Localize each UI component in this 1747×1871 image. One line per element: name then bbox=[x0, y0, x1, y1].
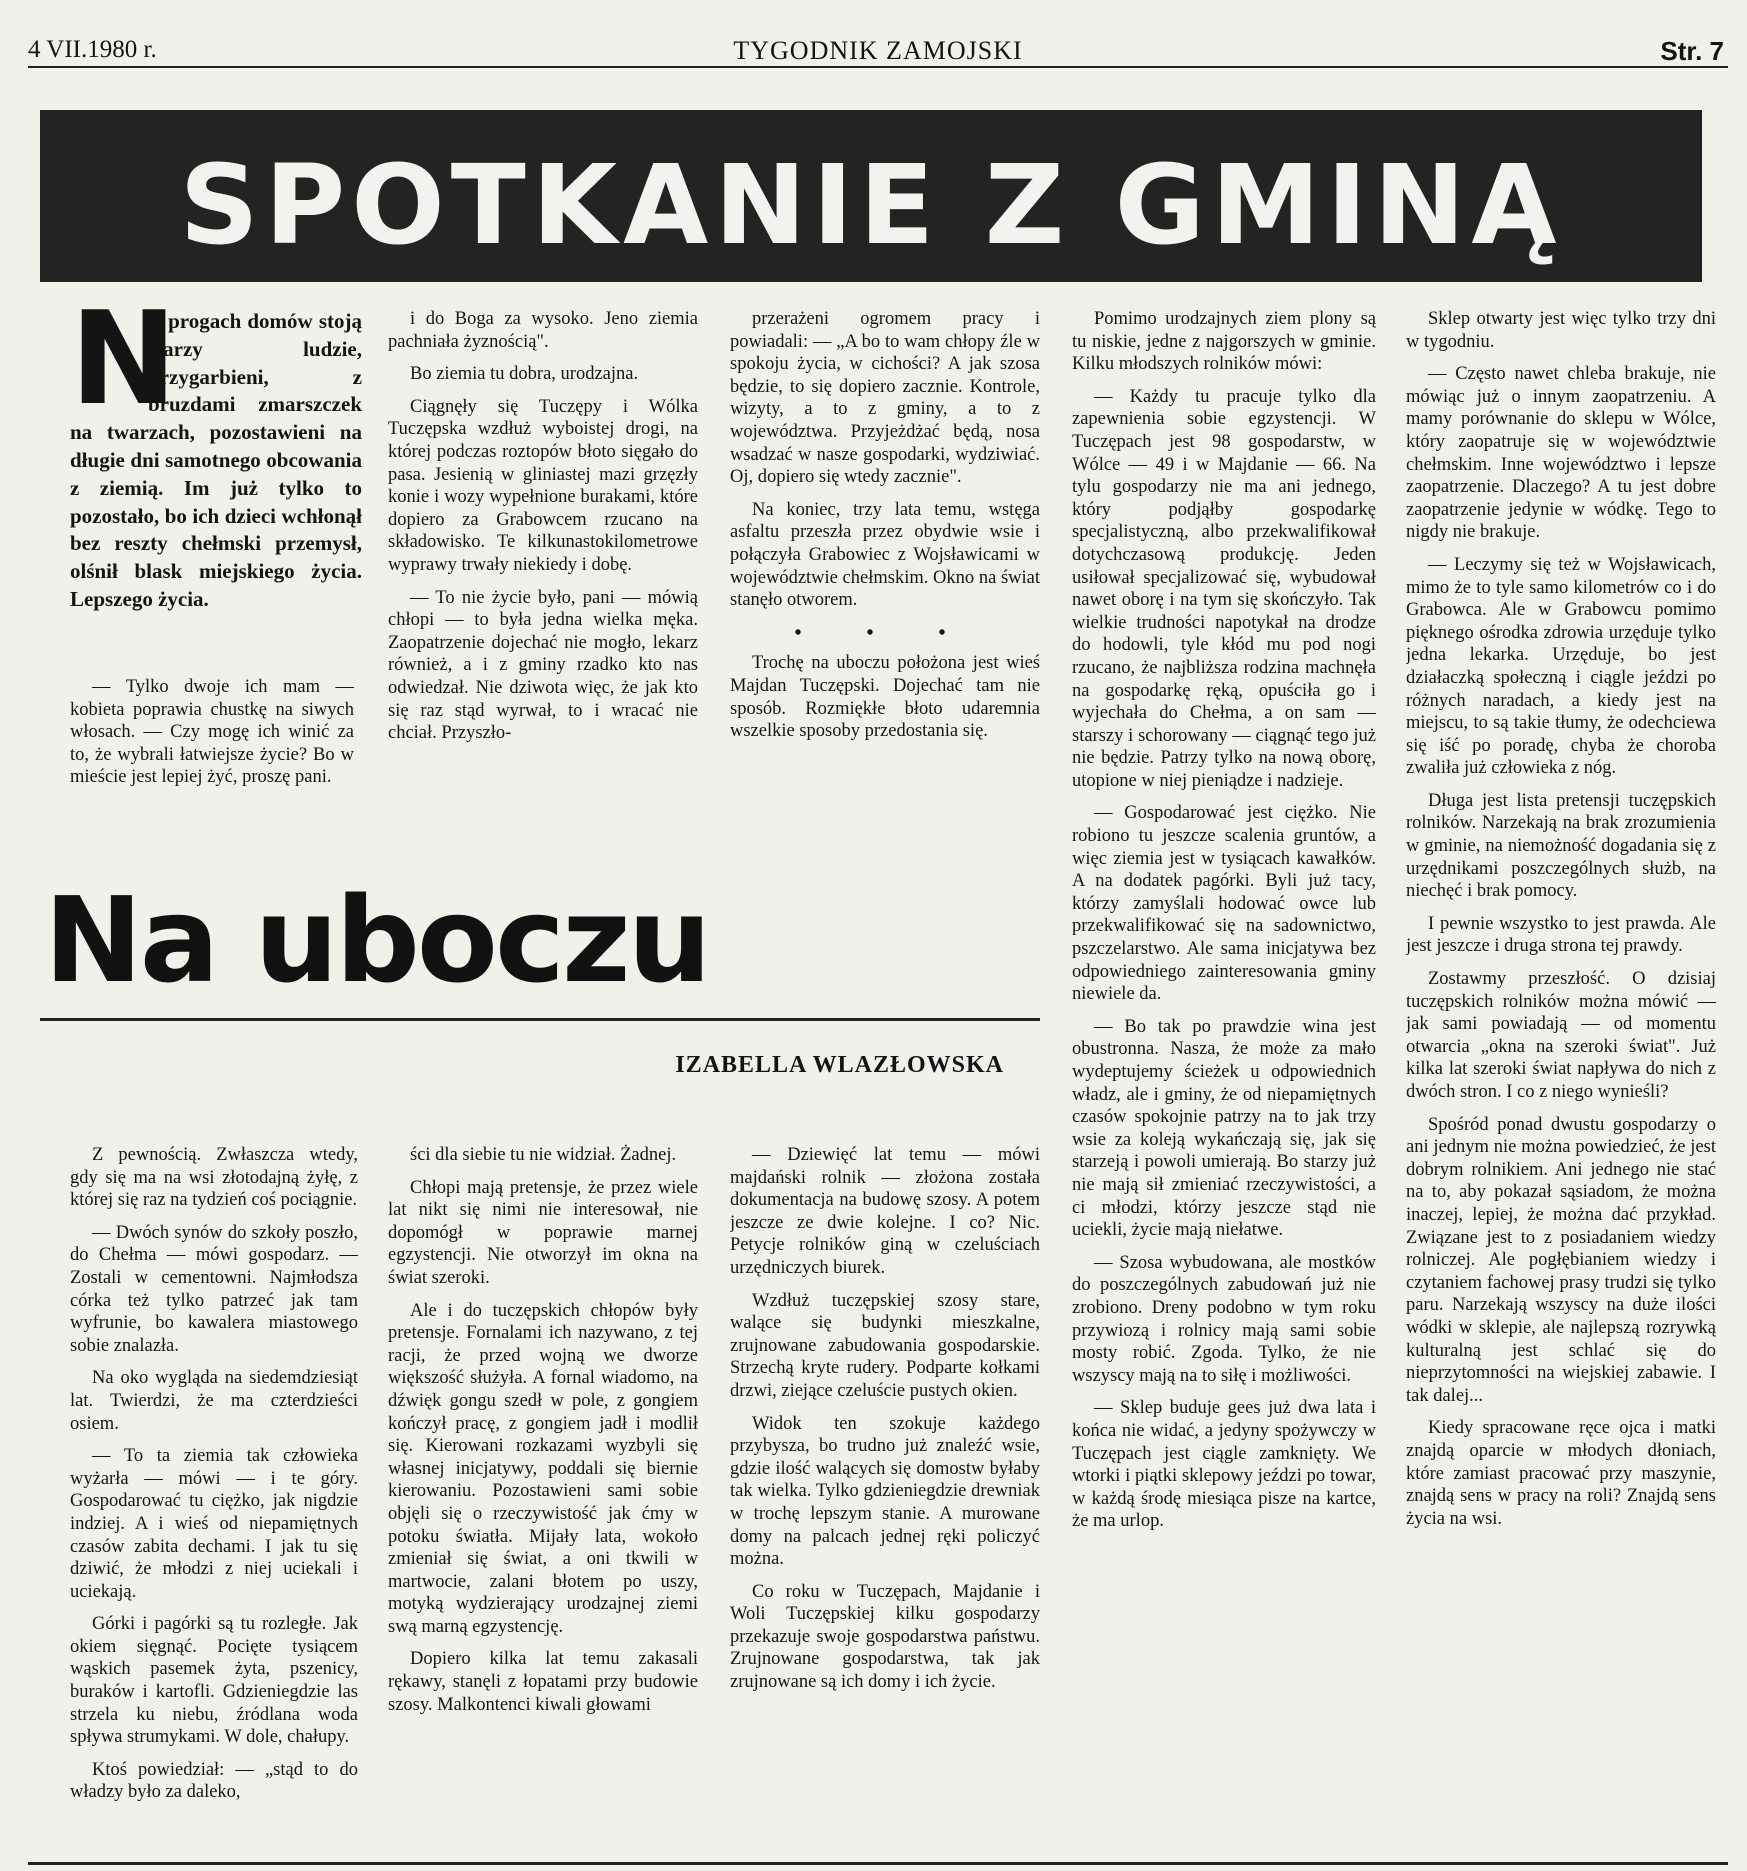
paragraph: Ktoś powiedział: — „stąd to do władzy było za daleko, bbox=[70, 1759, 358, 1803]
column-3-top bbox=[730, 308, 1040, 828]
header-rule bbox=[28, 66, 1728, 68]
paragraph: Z pewnością. Zwłaszcza wtedy, gdy się ma na wsi złotodajną żyłę, z której się raz na tydzień coś pociągnie. bbox=[70, 1145, 358, 1211]
masthead bbox=[28, 36, 1728, 76]
paragraph: przerażeni ogromem pracy i powiadali: — „A bo to wam chłopy źle w spokoju życia, w cichości? A jak szosa będzie, to się dopiero zacznie. Kontrole, wizyty, a to z gminy, a to z województwa. Przyjeżdżać będą, nosa wsadzać w nasze gospodarki, wydziwiać. Oj, dopiero się wtedy zacznie". bbox=[730, 309, 1040, 488]
paragraph: Kiedy spracowane ręce ojca i matki znajdą oparcie w młodych dłoniach, które zamiast pracować przy maszynie, znajdą sens w pracy na roli? Znajdą sens życia na wsi. bbox=[1406, 1418, 1716, 1529]
paragraph: Dopiero kilka lat temu zakasali rękawy, stanęli z łopatami przy budowie szosy. Malkontenci kiwali głowami bbox=[388, 1649, 698, 1715]
article-headline: Na uboczu bbox=[44, 871, 709, 1009]
column-4 bbox=[1072, 308, 1376, 1856]
drop-cap: N bbox=[70, 285, 178, 434]
footer-rule bbox=[28, 1862, 1728, 1865]
paragraph: — Gospodarować jest ciężko. Nie robiono tu jeszcze scalenia gruntów, a więc ziemia jest w tysiącach kawałków. A na dodatek pagórki. Byli już tacy, którzy zamyślali hodować owce lub przekwalifikować się na sadownictwo, pszczelarstwo. Ale sama inicjatywa bez odpowiedniego zainteresowania gminy niewiele da. bbox=[1072, 803, 1376, 1005]
paragraph: — Szosa wybudowana, ale mostków do poszczególnych zabudowań już nie zrobiono. Dreny podobno w tym roku przywiozą i rolnicy mają sami sobie mosty robić. Zgoda. Tylko, że nie wszyscy mają na to siłę i możliwości. bbox=[1072, 1252, 1376, 1386]
paragraph: — Sklep buduje gees już dwa lata i końca nie widać, a jedyny spożywczy w Tuczępach jest ciągle zamknięty. We wtorki i piątki sklepowy jeździ po towar, w każdą środę miesiąca pisze na kartce, że ma urlop. bbox=[1072, 1398, 1376, 1532]
paragraph: Na koniec, trzy lata temu, wstęga asfaltu przeszła przez obydwie wsie i połączyła Grabowiec z Wojsławicami w województwie chełmskim. Okno na świat stanęło otworem. bbox=[730, 499, 1040, 611]
page-number: Str. 7 bbox=[1660, 36, 1724, 66]
section-banner bbox=[40, 110, 1702, 282]
paragraph: Ale i do tuczępskich chłopów były pretensje. Fornalami ich nazywano, z tej racji, że przed wojną we dworze większość służyła. A fornal wiadomo, na dźwięk gongu szedł w pole, z gongiem kończył pracę, z gongiem jadł i modlił się. Kierowani rozkazami wyzbyli się własnej inicjatywy, poddali się biernie kierowaniu. Pozostawieni sami sobie objęli się o rzeczywistość jak ćmy w potoku światła. Mijały lata, wokoło zmieniał się świat, a oni tkwili w martwocie, zalani błotem po uszy, motyką wydzierający urodzajnej ziemi swą marną egzystencję. bbox=[388, 1300, 698, 1637]
paragraph: Chłopi mają pretensje, że przez wiele lat nikt się nimi nie interesował, nie dopomógł w poprawie marnej egzystencji. Nie otworzył im okna na świat szeroki. bbox=[388, 1177, 698, 1288]
paragraph: Wzdłuż tuczępskiej szosy stare, walące się budynki mieszkalne, zrujnowane zabudowania gospodarskie. Strzechą kryte rudery. Podparte kołkami drzwi, ziejące czeluście pustych okien. bbox=[730, 1290, 1040, 1401]
column-2-top bbox=[388, 308, 698, 828]
paragraph: — Bo tak po prawdzie wina jest obustronna. Nasza, że może za mało wydeptujemy ścieżek u odpowiednich władz, ale i gminy, że od niepamiętnych czasów spokojnie patrzy na to jak trzy wsie za koleją wykańczają się, jak się starzeją i powoli umierają. Bo starzy już nie mają sił zmieniać rzeczywistości, a ci młodzi, którzy jeszcze stąd nie uciekli, życie mają niełatwe. bbox=[1072, 1016, 1376, 1241]
author-byline: IZABELLA WLAZŁOWSKA bbox=[675, 1052, 1004, 1078]
issue-date: 4 VII.1980 r. bbox=[28, 36, 157, 63]
paragraph: — Dwóch synów do szkoły poszło, do Chełma — mówi gospodarz. — Zostali w cementowni. Najmłodsza córka też tylko patrzeć jak tam wyfrunie, bo kawalera miastowego sobie znalazła. bbox=[70, 1222, 358, 1356]
col3-block-a bbox=[730, 308, 1040, 612]
newspaper-name: TYGODNIK ZAMOJSKI bbox=[733, 36, 1023, 65]
paragraph: — Tylko dwoje ich mam — kobieta poprawia chustkę na siwych włosach. — Czy mogę ich winić za to, że wybrali łatwiejsze życie? Bo w mieście jest lepiej żyć, proszę pani. bbox=[70, 677, 354, 788]
paragraph: Widok ten szokuje każdego przybysza, bo trudno już znaleźć wsie, gdzie ilość walących się domostw byłaby tak wielka. Tylko gdzieniegdzie drewniak w trochę lepszym stanie. A murowane domy na palcach jednej ręki policzyć można. bbox=[730, 1413, 1040, 1570]
paragraph: I pewnie wszystko to jest prawda. Ale jest jeszcze i druga strona tej prawdy. bbox=[1406, 913, 1716, 957]
paragraph: — To nie życie było, pani — mówią chłopi — to była jedna wielka męka. Zaopatrzenie dojechać nie mogło, lekarz również, a i z gminy rzadko kto nas odwiedzał. Nie dziwota więc, że jak kto się raz stąd wyrwał, to i wracać nie chciał. Przyszło- bbox=[388, 587, 698, 744]
paragraph: ści dla siebie tu nie widział. Żadnej. bbox=[410, 1145, 677, 1165]
paragraph: Zostawmy przeszłość. O dzisiaj tuczępskich rolników można mówić — jak sami powiadają — od momentu otwarcia „okna na szeroki świat". Już kilka lat szeroki świat napływa do nich z dwóch stron. I co z niego wynieśli? bbox=[1406, 969, 1716, 1102]
paragraph: Na oko wygląda na siedemdziesiąt lat. Twierdzi, że ma czterdzieści osiem. bbox=[70, 1368, 358, 1434]
column-2-bottom bbox=[388, 1144, 698, 1856]
paragraph: — To ta ziemia tak człowieka wyżarła — mówi — i te góry. Gospodarować tu ciężko, jak nigdzie indziej. A i wieś od niepamiętnych czasów zabita dechami. I jak tu się dziwić, że młodzi z niej uciekali i uciekają. bbox=[70, 1446, 358, 1602]
lead-paragraph bbox=[70, 285, 362, 614]
column-5 bbox=[1406, 308, 1716, 1856]
column-1-bottom bbox=[70, 1144, 358, 1856]
paragraph: Sklep otwarty jest więc tylko trzy dni w tygodniu. bbox=[1406, 309, 1716, 352]
column-1-top bbox=[70, 676, 354, 824]
paragraph: — Każdy tu pracuje tylko dla zapewnienia sobie egzystencji. W Tuczępach jest 98 gospodarstw, w Wólce — 49 i w Majdanie — 66. Na tylu gospodarzy nie ma ani jednego, który podjąłby gospodarkę specjalistyczną, albo przekwalifikował dotychczasową produkcję. Jeden usiłował specjalizować się, wybudował nawet oborę i na tym się skończyło. Tak wielkie trudności napotykał na drodze do hodowli, tyle kłód mu pod nogi rzucano, że najbliższa rodzina machnęła na gospodarkę ręką, opuściła go i wyjechała do Chełma, a on sam — starszy i schorowany — ciągnąć tego już nie będzie. Patrzy tylko na nową oborę, utopione w niej pieniądze i nadzieje. bbox=[1072, 386, 1376, 791]
paragraph: — Często nawet chleba brakuje, nie mówiąc już o innym zaopatrzeniu. A mamy porównanie do sklepu w Wólce, który zaopatruje się w województwie chełmskim. Inne województwo i lepsze zaopatrzenie. Dlaczego? A tu jest dobre zaopatrzenie jedynie w wódkę. Tego to nigdy nie brakuje. bbox=[1406, 364, 1716, 543]
lead-text: A progach domów stoją starzy ludzie, przygarbieni, z bruzdami zmarszczek na twarzach, pozostawieni na długie dni samotnego obcowania z ziemią. Im już tylko to pozostało, bo ich dzieci wchłonął bez reszty chełmski przemysł, olśnił blask miejskiego życia. Lepszego życia. bbox=[70, 309, 362, 611]
paragraph: — Leczymy się też w Wojsławicach, mimo że to tyle samo kilometrów co i do Grabowca. Ale w Grabowcu pomimo pięknego ośrodka zdrowia urzęduje tylko jedna lekarka. Urzęduje, bo jest działaczką społeczną i ciągle jeździ po różnych naradach, a kiedy jest na miejscu, to są takie tłumy, że odechciewa się iść po poradę, chyba że choroba zwaliła już człowieka z nóg. bbox=[1406, 554, 1716, 779]
paragraph: Bo ziemia tu dobra, urodzajna. bbox=[410, 364, 639, 385]
banner-title: SPOTKANIE Z GMINĄ bbox=[179, 141, 1563, 269]
paragraph: — Dziewięć lat temu — mówi majdański rolnik — złożona została dokumentacja na budowę szosy. A potem jeszcze ze dwie kolejne. I co? Nic. Petycje rolników giną w czeluściach urzędniczych biurek. bbox=[730, 1145, 1040, 1278]
col3-block-b bbox=[730, 652, 1040, 742]
paragraph: Długa jest lista pretensji tuczępskich rolników. Narzekają na brak zrozumienia w gminie, na niemożność dogadania się z urzędnikami poszczególnych służb, na niechęć i brak pomocy. bbox=[1406, 790, 1716, 902]
paragraph: Spośród ponad dwustu gospodarzy o ani jednym nie można powiedzieć, że jest dobrym rolnikiem. Ani jednego nie stać na to, aby pokazał sąsiadom, że można inaczej, lepiej, że można dać przykład. Związane jest to z posiadaniem wiedzy rolniczej. Ale pogłębianiem wiedzy i czytaniem fachowej prasy trudzi się tylko paru. Narzekają wszyscy na duże ilości wódki w sklepie, ale najlepszą rozrywką kulturalną jest schlać się do nieprzytomności na wiejskiej zabawie. I tak dalej... bbox=[1406, 1114, 1716, 1406]
paragraph: Pomimo urodzajnych ziem plony są tu niskie, jedne z najgorszych w gminie. Kilku młodszych rolników mówi: bbox=[1072, 309, 1376, 375]
headline-rule bbox=[40, 1018, 1040, 1021]
paragraph: Trochę na uboczu położona jest wieś Majdan Tuczępski. Dojechać tam nie sposób. Rozmiękłe błoto udaremnia wszelkie sposoby przedostania się. bbox=[730, 653, 1040, 742]
paragraph: Co roku w Tuczępach, Majdanie i Woli Tuczępskiej kilku gospodarzy przekazuje swoje gospodarstwa państwu. Zrujnowane gospodarstwa, tak jak zrujnowane są ich domy i ich życie. bbox=[730, 1581, 1040, 1693]
column-3-bottom bbox=[730, 1144, 1040, 1856]
section-separator: • • • bbox=[794, 621, 976, 644]
paragraph: Górki i pagórki są tu rozległe. Jak okiem sięgnąć. Pocięte tysiącem wąskich pasemek żyta, pszenicy, buraków i kartofli. Gdzieniegdzie las strzela ku niebu, źródlana woda spływa strumykami. W dole, chałupy. bbox=[70, 1614, 358, 1748]
paragraph: Ciągnęły się Tuczępy i Wólka Tuczępska wzdłuż wyboistej drogi, na której podczas roztopów błoto sięgało do pasa. Jesienią w gliniastej mazi grzęzły konie i wozy wypełnione burakami, które dopiero za Grabowcem rzucano na składowisko. Te kilkunastokilometrowe wyprawy trwały niekiedy i dobę. bbox=[388, 396, 698, 575]
paragraph: i do Boga za wysoko. Jeno ziemia pachniała żyznością". bbox=[388, 309, 698, 352]
